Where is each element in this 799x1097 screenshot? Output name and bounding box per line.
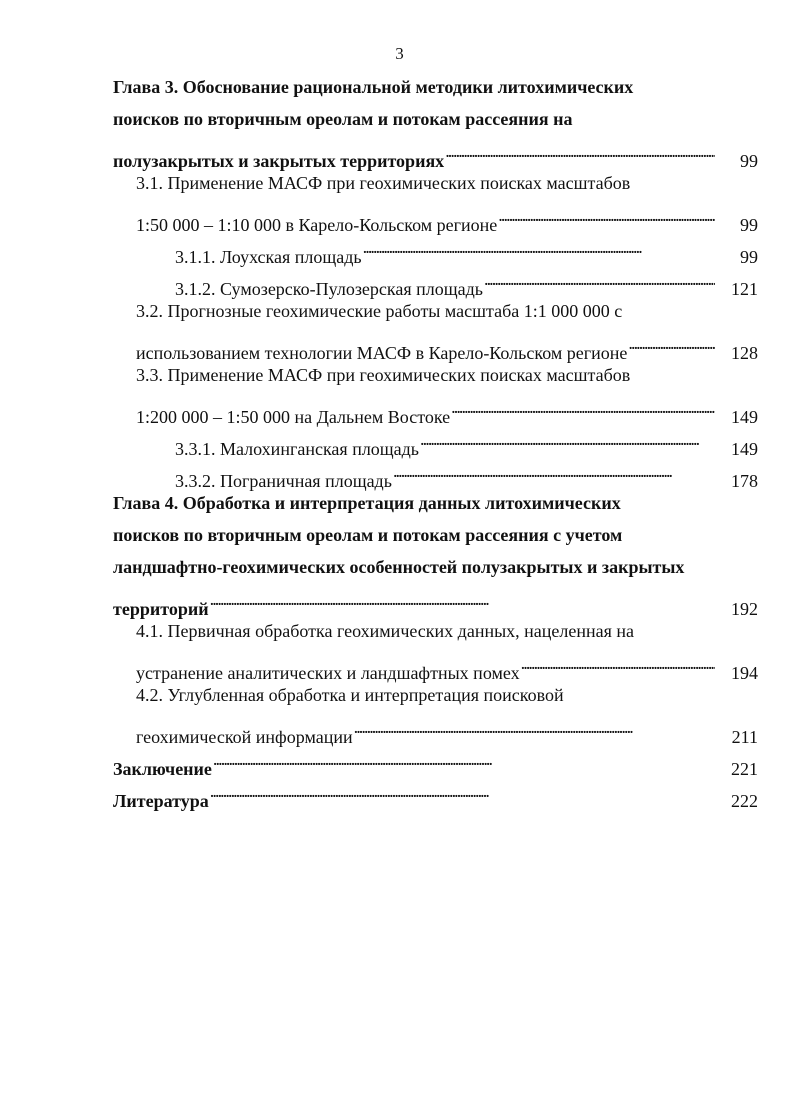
- toc-section-3-1-1-entry: 3.1.1. Лоухская площадь . . . 99: [113, 231, 758, 263]
- toc-section-4-1-line-1: 4.1. Первичная обработка геохимических данных, нацеленная на: [136, 621, 635, 641]
- dot-leader: [354, 711, 715, 743]
- page-ref: 194: [731, 663, 758, 683]
- dot-leader: [393, 455, 715, 487]
- toc-chapter-3-title-line-2: поисков по вторичным ореолам и потокам рассеяния на: [113, 109, 573, 129]
- page-ref: 211: [731, 727, 758, 747]
- dot-leader: [451, 391, 715, 423]
- toc-conclusion-entry: Заключение . . . 221: [113, 743, 758, 775]
- toc-chapter-4-entry: территорий . . . 192: [113, 583, 758, 615]
- toc-section-3-1-2-entry: 3.1.2. Сумозерско-Пулозерская площадь . . . 121: [113, 263, 758, 295]
- page-ref: 128: [731, 343, 758, 363]
- toc-references-entry: Литература . . . 222: [113, 775, 758, 807]
- dot-leader: [420, 423, 715, 455]
- toc-section-3-1-line-1: 3.1. Применение МАСФ при геохимических поисках масштабов: [136, 173, 631, 193]
- dot-leader: [210, 775, 715, 807]
- page-ref: 99: [740, 151, 758, 171]
- dot-leader: [210, 583, 715, 615]
- page-number: 3: [395, 44, 404, 63]
- page-ref: 99: [740, 247, 758, 267]
- toc-chapter-3-title-line-1: Глава 3. Обоснование рациональной методики литохимических: [113, 77, 634, 97]
- page-ref: 192: [731, 599, 758, 619]
- page-ref: 149: [731, 407, 758, 427]
- dot-leader: [498, 199, 715, 231]
- toc-section-3-3-entry: 1:200 000 – 1:50 000 на Дальнем Востоке . . . 149: [113, 391, 758, 423]
- toc-section-3-1-entry: 1:50 000 – 1:10 000 в Карело-Кольском регионе . . . 99: [113, 199, 758, 231]
- page-ref: 178: [731, 471, 758, 491]
- page-ref: 121: [731, 279, 758, 299]
- toc-chapter-3-entry: полузакрытых и закрытых территориях . . . 99: [113, 135, 758, 167]
- dot-leader: [445, 135, 715, 167]
- toc-section-4-2-entry: геохимической информации . . . 211: [113, 711, 758, 743]
- toc-chapter-4-title-line-1: Глава 4. Обработка и интерпретация данных литохимических: [113, 493, 621, 513]
- toc-chapter-4-title-line-3: ландшафтно-геохимических особенностей полузакрытых и закрытых: [113, 557, 685, 577]
- page-ref: 149: [731, 439, 758, 459]
- toc-chapter-4-title-line-2: поисков по вторичным ореолам и потокам рассеяния с учетом: [113, 525, 623, 545]
- dot-leader: [213, 743, 715, 775]
- toc-section-4-1-entry: устранение аналитических и ландшафтных помех . . . 194: [113, 647, 758, 679]
- page-ref: 221: [731, 759, 758, 779]
- toc-section-3-3-2-entry: 3.3.2. Пограничная площадь . . . 178: [113, 455, 758, 487]
- toc-section-3-3-1-entry: 3.3.1. Малохинганская площадь . . . 149: [113, 423, 758, 455]
- toc-section-3-2-line-1: 3.2. Прогнозные геохимические работы масштаба 1:1 000 000 с: [136, 301, 623, 321]
- toc-section-3-3-line-1: 3.3. Применение МАСФ при геохимических поисках масштабов: [136, 365, 631, 385]
- page-ref: 222: [731, 791, 758, 811]
- dot-leader: [521, 647, 715, 679]
- page-ref: 99: [740, 215, 758, 235]
- toc-section-4-2-line-1: 4.2. Углубленная обработка и интерпретация поисковой: [136, 685, 564, 705]
- dot-leader: [484, 263, 715, 295]
- toc-section-3-2-entry: использованием технологии МАСФ в Карело-Кольском регионе . . . 128: [113, 327, 758, 359]
- dot-leader: [628, 327, 715, 359]
- dot-leader: [363, 231, 715, 263]
